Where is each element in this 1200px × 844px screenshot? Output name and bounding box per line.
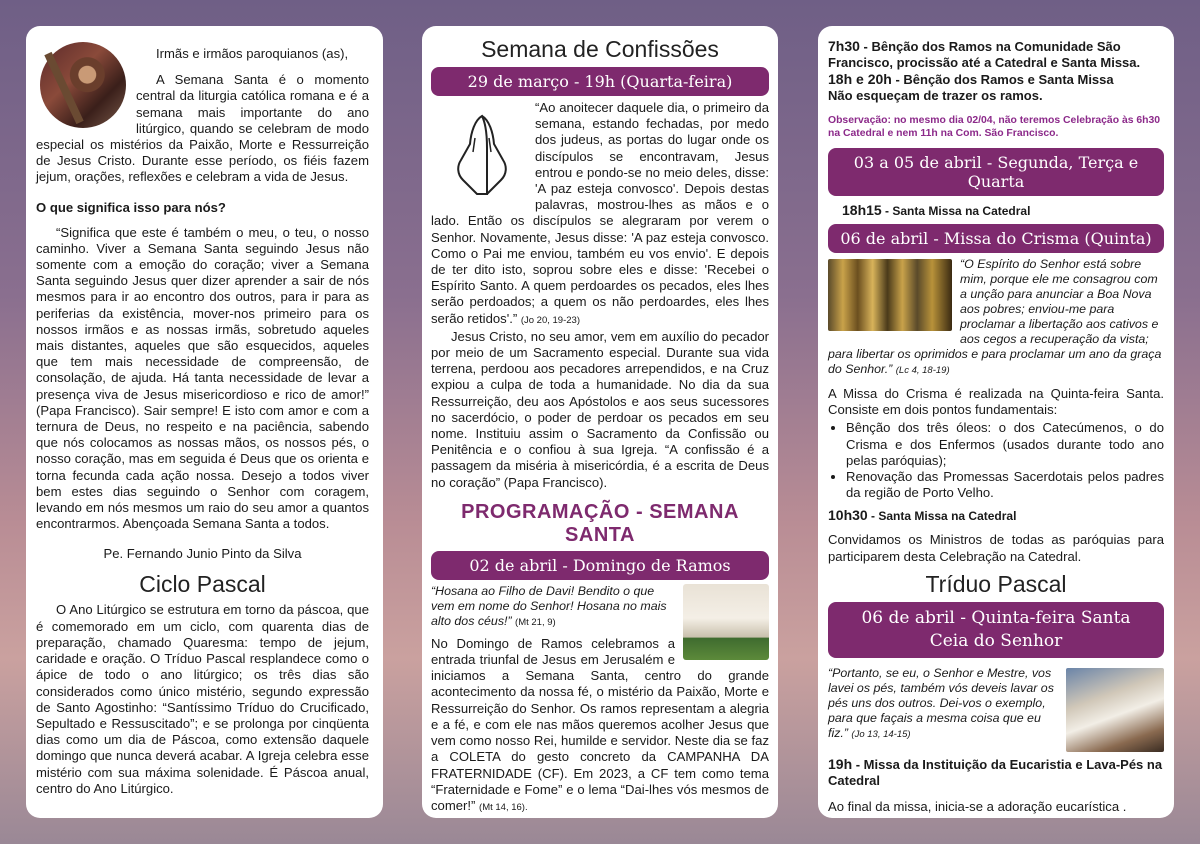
signature: Pe. Fernando Junio Pinto da Silva <box>103 546 302 562</box>
gospel-text: “Ao anoitecer daquele dia, o primeiro da semana, estando fechadas, por medo dos judeus, as portas do lugar onde os discípulos se encontravam, Jesus entrou e pondo-se no meio deles, disse: 'A paz esteja convosco'. Depois destas palavras, mostrou-lhes as mãos e o lado. Então os discípulos se alegraram por verem o Senhor. Novamente, Jesus disse: 'A paz esteja convosco. Como o Pai me enviou, também eu vos envio'. E depois de ter dito isto, soprou sobre eles e disse: 'Recebei o Espírito Santo. A quem perdoardes os pecados, eles lhes serão perdoados; a quem os não perdoardes, eles lhes serão retidos'.” <box>431 100 769 326</box>
time-10h30: 10h30 <box>828 507 868 524</box>
ministers-invite: Convidamos os Ministros de todas as paróquias para participarem desta Celebração na Catedral. <box>828 532 1164 564</box>
confessions-title: Semana de Confissões <box>481 36 719 62</box>
holy-thursday-bar <box>828 602 1164 658</box>
thursday-mass-text: - Missa da Instituição da Eucaristia e Lava-Pés na Catedral <box>828 756 1163 788</box>
program-title: PROGRAMAÇÃO - SEMANA SANTA <box>461 500 739 546</box>
gospel-ref: (Jo 20, 19-23) <box>520 314 580 326</box>
thursday-ref: (Jo 13, 14-15) <box>851 728 911 740</box>
holy-thursday-line-1: 06 de abril - Quinta-feira Santa <box>861 607 1131 628</box>
palm-altar-photo <box>683 584 769 660</box>
thursday-quote-text: “Portanto, se eu, o Senhor e Mestre, vos lavei os pés, também vós deveis lavar os pés uns dos outros. Dei-vos o exemplo, para que façais a mesma coisa que eu fiz.” <box>828 665 1054 740</box>
holy-oils-photo <box>828 259 952 331</box>
time-19h: 19h <box>828 755 853 772</box>
mon-wed-bar: 03 a 05 de abril - Segunda, Terça e Quarta <box>828 148 1164 196</box>
intro-paragraph: A Semana Santa é o momento central da liturgia católica romana e é a semana mais importante do ano litúrgico, quando se celebram de modo especial os mistérios da Paixão, Morte e Ressurreição de Jesus Cristo. Durante esse período, os fiéis fazem jejum, orações, reflexões e celebram a vida de Jesus. <box>36 72 369 185</box>
crisma-ref: (Lc 4, 18-19) <box>895 365 950 376</box>
palm-reminder: Não esqueçam de trazer os ramos. <box>828 88 1043 103</box>
closing-note: Ao final da missa, inicia-se a adoração eucarística . <box>828 798 1127 814</box>
greeting: Irmãs e irmãos paroquianos (as), <box>156 46 349 61</box>
pope-quote-paragraph: “Significa que este é também o meu, o teu, o nosso caminho. Viver a Semana Santa seguindo Jesus não somente com a emoção do coração; viver a Semana Santa seguindo Jesus quer dizer aprender a sair de nós mesmos para ir ao encontro dos outros, para ir para as periferias da existência, mover-nos primeiro para os nossos irmãos e as nossas irmãs, sobretudo aqueles mais distantes, aqueles que são esquecidos, aqueles que tem mais necessidade de compreensão, de consolação, de ajuda. Há tanta necessidade de levar a presença viva de Jesus misericordioso e rico de amor!” (Papa Francisco). Sair sempre! E isto com amor e com a ternura de Deus, no respeito e na paciência, sabendo que nós colocamos as nossas mãos, os nossos pés, o nosso coração, mas em seguida é Deus que os orienta e torna fecunda cada ação nossa. Desejo a todos viver bem estes dias seguindo o Senhor com coragem, levando em nós mesmos um raio do seu amor a quantos encontrarmos. Abençoada Semana Santa a todos. <box>36 224 369 532</box>
jesus-carrying-cross-portrait <box>40 42 126 128</box>
foot-washing-photo <box>1066 668 1164 752</box>
schedule-text-2: - Bênção dos Ramos e Santa Missa <box>891 72 1114 87</box>
ciclo-pascal-title: Ciclo Pascal <box>139 571 266 598</box>
ciclo-pascal-paragraph: O Ano Litúrgico se estrutura em torno da páscoa, que é comemorado em um ciclo, com quarenta dias de preparação, chamado Quaresma: tempo de jejum, caridade e oração. O Tríduo Pascal resplandece como o ápice de todo o ano litúrgico; os três dias são considerados como único mistério, segundo expressão de Santo Agostinho: “Santíssimo Tríduo do Crucificado, Sepultado e Ressuscitado”; e se prolonga por cinqüenta dias como um dia de Páscoa, como extensão daquele domingo que nunca deverá acabar. A Igreja celebra esse mistério com sua máxima solenidade. É Páscoa anual, centro do Ano Litúrgico. <box>36 602 369 796</box>
crisma-points <box>828 420 1164 501</box>
crisma-point: • Renovação das Promessas Sacerdotais pelos padres da região de Porto Velho. <box>846 469 1164 501</box>
schedule-panel <box>818 26 1174 818</box>
holy-thursday-line-2: Ceia do Senhor <box>929 630 1063 651</box>
schedule-text-1: - Bênção dos Ramos na Comunidade São Francisco, procissão até a Catedral e Santa Missa. <box>828 39 1141 70</box>
confession-paragraph: Jesus Cristo, no seu amor, vem em auxílio do pecador por meio de um Sacramento especial. Durante sua vida terrena, perdoou aos pecadores arrependidos, e na Cruz expiou a culpa de toda a humanidade. No dia da sua Ressurreição, deu aos Apóstolos e aos seus sucessores no sacerdócio, o poder de perdoar os pecados em seu nome. Instituiu assim o Sacramento da Confissão ou Penitência e o confiou à sua Igreja. “A confissão é a passagem da miséria à misericórdia, é a escrita de Deus no coração” (Papa Francisco). <box>431 328 769 490</box>
crisma-mass <box>828 507 1164 524</box>
mon-wed-mass-text: - Santa Missa na Catedral <box>881 204 1031 218</box>
time-18h-20h: 18h e 20h <box>828 71 892 87</box>
palm-paragraph <box>431 636 769 816</box>
schedule-palm-2 <box>828 71 1164 88</box>
palm-ref: (Mt 14, 16). <box>479 801 528 813</box>
crisma-mass-text: - Santa Missa na Catedral <box>867 509 1017 524</box>
crisma-point: • Bênção dos três óleos: o dos Catecúmenos, o do Crisma e dos Enfermos (usados durante todo ano pelas paróquias); <box>846 420 1164 469</box>
crisma-quote-text: “O Espírito do Senhor está sobre mim, porque ele me consagrou com a unção para anunciar a Boa Nova aos pobres; enviou-me para proclamar a libertação aos cativos e aos cegos a recuperação da vista; para libertar os oprimidos e para proclamar um ano da graça do Senhor.” <box>828 257 1162 376</box>
thursday-mass <box>828 756 1164 789</box>
confession-date-bar: 29 de março - 19h (Quarta-feira) <box>431 67 769 96</box>
triduo-title: Tríduo Pascal <box>925 570 1067 597</box>
palm-text: No Domingo de Ramos celebramos a entrada triunfal de Jesus em Jerusalém e iniciamos a Semana Santa, centro do grande acontecimento da nossa fé, o mistério da Paixão, Morte e Ressurreição do Senhor. Os ramos representam a alegria e a fé, e com ele nas mãos queremos acolher Jesus que vem como nosso Rei, humilde e servidor. Neste dia se faz a COLETA do gesto concreto da CAMPANHA DA FRATERNIDADE (CF). Em 2023, a CF tem como tema “Fraternidade e Fome” e o lema “Dai-lhes vós mesmos de comer!” <box>431 635 769 813</box>
crisma-paragraph: A Missa do Crisma é realizada na Quinta-feira Santa. Consiste em dois pontos fundamentais: <box>828 386 1164 418</box>
crisma-bar: 06 de abril - Missa do Crisma (Quinta) <box>828 224 1164 253</box>
time-7h30: 7h30 <box>828 38 860 54</box>
observation-note: Observação: no mesmo dia 02/04, não teremos Celebração às 6h30 na Catedral e nem 11h na Com. São Francisco. <box>828 115 1161 139</box>
time-18h15: 18h15 <box>842 202 882 218</box>
praying-hands-icon <box>437 108 527 198</box>
confessions-panel <box>422 26 778 818</box>
hosana-ref: (Mt 21, 9) <box>515 616 556 628</box>
schedule-palm-1 <box>828 38 1164 71</box>
hosana-text: “Hosana ao Filho de Davi! Bendito o que vem em nome do Senhor! Hosana no mais alto dos céus!” <box>431 583 667 628</box>
question-heading: O que significa isso para nós? <box>36 199 226 215</box>
letter-panel <box>26 26 383 818</box>
mon-wed-mass <box>842 202 1164 218</box>
palm-sunday-bar: 02 de abril - Domingo de Ramos <box>431 551 769 580</box>
